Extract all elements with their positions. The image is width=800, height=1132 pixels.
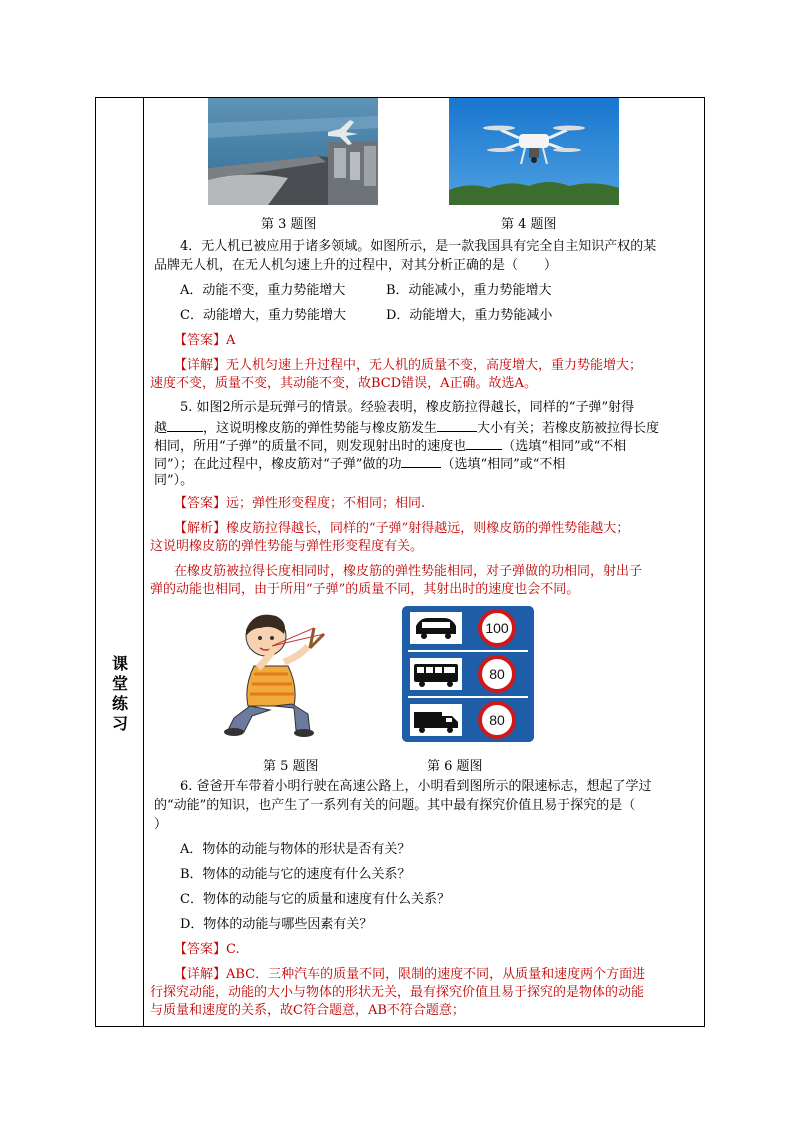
q5-line3 xyxy=(154,436,626,456)
q4-detail-line1: 【详解】无人机匀速上升过程中，无人机的质量不变，高度增大，重力势能增大； xyxy=(174,358,643,373)
q5-blank-1 xyxy=(167,418,203,432)
q5-blank-3 xyxy=(466,436,502,450)
q5-analysis-line3: 在橡皮筋被拉得长度相同时，橡皮筋的弹性势能相同，对子弹做的功相同，射出子 xyxy=(174,564,643,579)
fig4-drone-image xyxy=(449,98,619,205)
q5-line4 xyxy=(154,454,565,474)
q5-text: （选填“相同”或“不相 xyxy=(502,439,627,454)
q5-text: 相同，所用“子弹”的质量不同，则发现射出时的速度也 xyxy=(154,439,467,454)
q6-answer: 【答案】C. xyxy=(174,942,240,957)
q5-analysis-line4: 弹的动能也相同，由于所用“子弹”的质量不同，其射出时的速度也会不同。 xyxy=(150,582,580,597)
q6-option-b: B．物体的动能与它的速度有什么关系？ xyxy=(180,867,411,882)
speed-limit-value: 80 xyxy=(489,666,505,682)
fig3-carrier-jet-image xyxy=(208,98,378,205)
content-cell xyxy=(144,98,704,1026)
section-label-char: 习 xyxy=(111,714,128,733)
fig5-slingshot-boy-image xyxy=(214,606,330,738)
q4-option-d: D．动能增大，重力势能减小 xyxy=(386,308,553,323)
q4-option-a: A．动能不变，重力势能增大 xyxy=(180,283,346,298)
q5-text: （选填“相同”或“不相 xyxy=(441,457,566,472)
section-label xyxy=(108,654,132,734)
q5-blank-4 xyxy=(401,454,441,468)
q5-analysis-line2: 这说明橡皮筋的弹性势能与弹性形变程度有关。 xyxy=(150,539,424,554)
q4-option-b: B．动能减小，重力势能增大 xyxy=(386,283,552,298)
q5-answer: 【答案】远；弹性形变程度；不相同；相同. xyxy=(174,496,426,511)
section-label-char: 练 xyxy=(111,694,128,713)
q5-line5: 同”）。 xyxy=(154,473,194,488)
q6-stem-line2: 的“动能”的知识，也产生了一系列有关的问题。其中最有探究价值且易于探究的是（ xyxy=(154,798,636,813)
q6-detail-line2: 行探究动能，动能的大小与物体的形状无关，最有探究价值且易于探究的是物体的动能 xyxy=(150,985,645,1000)
q4-detail-line2: 速度不变，质量不变，其动能不变，故BCD错误，A正确。故选A。 xyxy=(150,376,537,391)
q5-blank-2 xyxy=(437,418,477,432)
section-label-char: 课 xyxy=(111,654,128,673)
q4-option-c: C．动能增大，重力势能增大 xyxy=(180,308,346,323)
q5-text: 越 xyxy=(154,421,168,436)
q6-stem-line3: ） xyxy=(154,817,168,832)
q4-stem-line2: 品牌无人机，在无人机匀速上升的过程中，对其分析正确的是（ ） xyxy=(154,258,558,273)
q5-text: 大小有关；若橡皮筋被拉得长度 xyxy=(477,421,660,436)
fig3-caption: 第 3 题图 xyxy=(261,217,317,232)
fig4-caption: 第 4 题图 xyxy=(501,217,557,232)
q5-line2 xyxy=(154,418,659,438)
q5-line1: 5. 如图2所示是玩弹弓的情景。经验表明，橡皮筋拉得越长，同样的“子弹”射得 xyxy=(180,400,635,415)
speed-limit-value: 100 xyxy=(485,620,509,636)
q5-text: 同”）；在此过程中，橡皮筋对“子弹”做的功 xyxy=(154,457,402,472)
section-label-cell xyxy=(96,98,144,1026)
q4-stem-line1: 4．无人机已被应用于诸多领域。如图所示，是一款我国具有完全自主知识产权的某 xyxy=(180,239,657,254)
section-label-char: 堂 xyxy=(111,674,128,693)
q6-detail-line3: 与质量和速度的关系，故C符合题意，AB不符合题意； xyxy=(150,1003,465,1018)
q6-detail-line1: 【详解】ABC．三种汽车的质量不同，限制的速度不同，从质量和速度两个方面进 xyxy=(174,967,646,982)
q6-option-c: C．物体的动能与它的质量和速度有什么关系？ xyxy=(180,892,450,907)
fig6-speed-limit-sign xyxy=(400,604,536,744)
fig6-caption: 第 6 题图 xyxy=(427,759,483,774)
q6-option-a: A．物体的动能与物体的形状是否有关？ xyxy=(180,842,411,857)
q4-answer: 【答案】A xyxy=(174,333,236,348)
q6-option-d: D．物体的动能与哪些因素有关？ xyxy=(180,917,373,932)
q6-stem-line1: 6. 爸爸开车带着小明行驶在高速公路上，小明看到图所示的限速标志，想起了学过 xyxy=(180,779,652,794)
exercise-table xyxy=(95,97,705,1027)
speed-limit-value: 80 xyxy=(489,712,505,728)
fig5-caption: 第 5 题图 xyxy=(263,759,319,774)
q5-text: ，这说明橡皮筋的弹性势能与橡皮筋发生 xyxy=(203,421,438,436)
q5-analysis-line1: 【解析】橡皮筋拉得越长，同样的“子弹”射得越远，则橡皮筋的弹性势能越大； xyxy=(174,521,630,536)
